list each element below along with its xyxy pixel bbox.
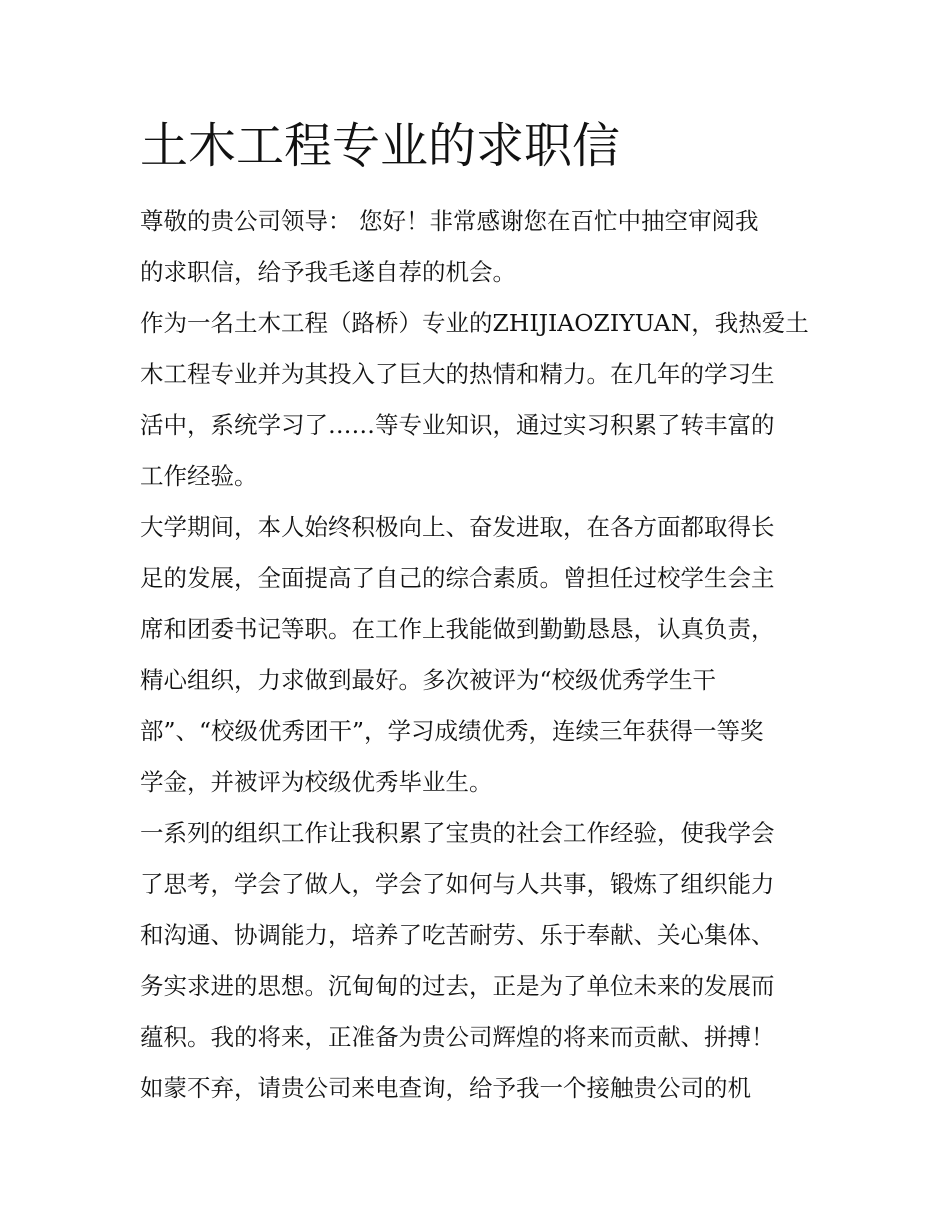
text-line: 足的发展，全面提高了自己的综合素质。曾担任过校学生会主: [140, 564, 775, 592]
text-line: 活中，系统学习了……等专业知识，通过实习积累了转丰富的: [140, 411, 775, 439]
paragraph-university: [140, 502, 820, 808]
paragraph-greeting: [140, 196, 820, 298]
text-line: 作为一名土木工程（路桥）专业的ZHIJIAOZIYUAN，我热爱土: [140, 309, 809, 337]
paragraph-major: [140, 298, 820, 502]
text-line: 如蒙不弃，请贵公司来电查询，给予我一个接触贵公司的机: [140, 1074, 751, 1102]
document-body: [140, 196, 820, 1114]
text-line: 大学期间，本人始终积极向上、奋发进取，在各方面都取得长: [140, 513, 775, 541]
paragraph-experience: [140, 808, 820, 1114]
text-line: 蕴积。我的将来，正准备为贵公司辉煌的将来而贡献、拼搏！: [140, 1023, 775, 1051]
text-line: 务实求进的思想。沉甸甸的过去，正是为了单位未来的发展而: [140, 972, 775, 1000]
text-line: 了思考，学会了做人，学会了如何与人共事，锻炼了组织能力: [140, 870, 775, 898]
text-line: 和沟通、协调能力，培养了吃苦耐劳、乐于奉献、关心集体、: [140, 921, 775, 949]
text-line: 木工程专业并为其投入了巨大的热情和精力。在几年的学习生: [140, 360, 775, 388]
text-line: 一系列的组织工作让我积累了宝贵的社会工作经验，使我学会: [140, 819, 775, 847]
text-line: 尊敬的贵公司领导： 您好！非常感谢您在百忙中抽空审阅我: [140, 207, 759, 235]
text-line: 学金，并被评为校级优秀毕业生。: [140, 768, 493, 796]
text-line: 的求职信，给予我毛遂自荐的机会。: [140, 258, 516, 286]
document-title: 土木工程专业的求职信: [140, 118, 621, 174]
text-line: 精心组织，力求做到最好。多次被评为“校级优秀学生干: [140, 666, 717, 694]
text-line: 部”、“校级优秀团干”，学习成绩优秀，连续三年获得一等奖: [140, 717, 764, 745]
text-line: 席和团委书记等职。在工作上我能做到勤勤恳恳，认真负责，: [140, 615, 775, 643]
text-line: 工作经验。: [140, 462, 258, 490]
